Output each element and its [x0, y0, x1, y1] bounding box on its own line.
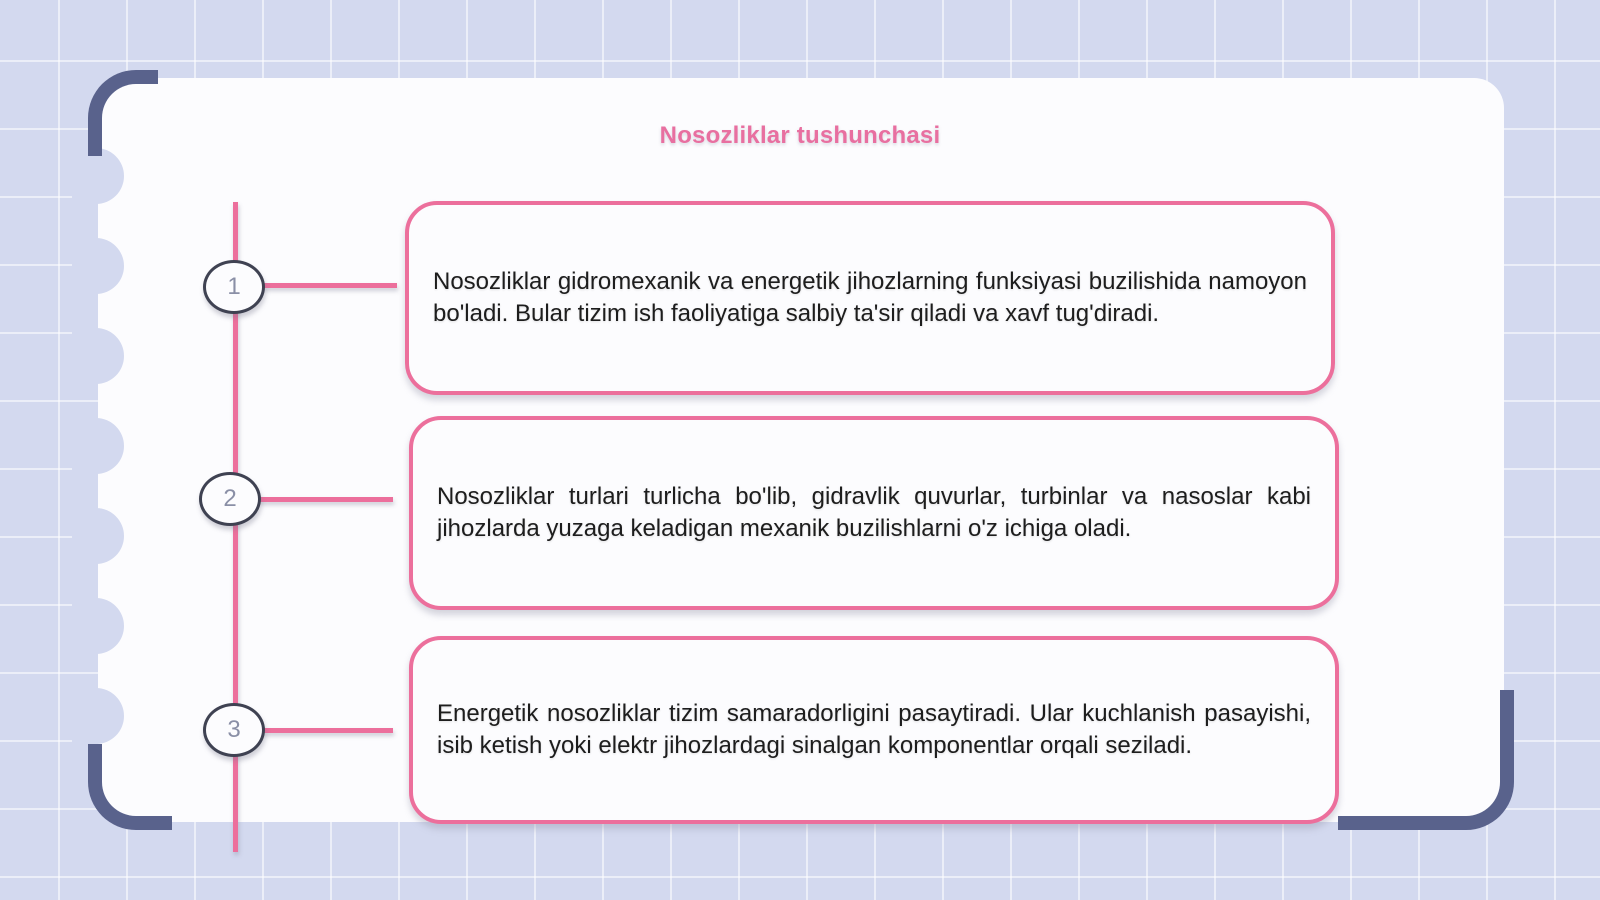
step-number-1: 1 [203, 260, 265, 314]
frame-corner-bottom-left [88, 744, 172, 830]
step-card-2 [409, 416, 1339, 610]
step-number-3: 3 [203, 703, 265, 757]
step-card-3 [409, 636, 1339, 824]
step-text-3: Energetik nosozliklar tizim samaradorligini pasaytiradi. Ular kuchlanish pasayishi, isib ketish yoki elektr jihozlardagi sinalgan komponentlar orqali seziladi. [437, 700, 1311, 759]
step-number-2: 2 [199, 472, 261, 526]
step-text-1: Nosozliklar gidromexanik va energetik jihozlarning funksiyasi buzilishida namoyon bo'ladi. Bular tizim ish faoliyatiga salbiy ta'sir qiladi va xavf tug'diradi. [433, 268, 1307, 327]
timeline-connector-2 [258, 497, 393, 502]
frame-corner-top-left [88, 70, 158, 156]
timeline-connector-3 [262, 728, 393, 733]
slide-title: Nosozliklar tushunchasi [659, 122, 941, 149]
timeline-connector-1 [262, 283, 397, 288]
frame-corner-bottom-right [1338, 690, 1514, 830]
step-text-2: Nosozliklar turlari turlicha bo'lib, gidravlik quvurlar, turbinlar va nasoslar kabi jihozlarda yuzaga keladigan mexanik buzilishlarni o'z ichiga oladi. [437, 483, 1311, 542]
step-card-1 [405, 201, 1335, 395]
